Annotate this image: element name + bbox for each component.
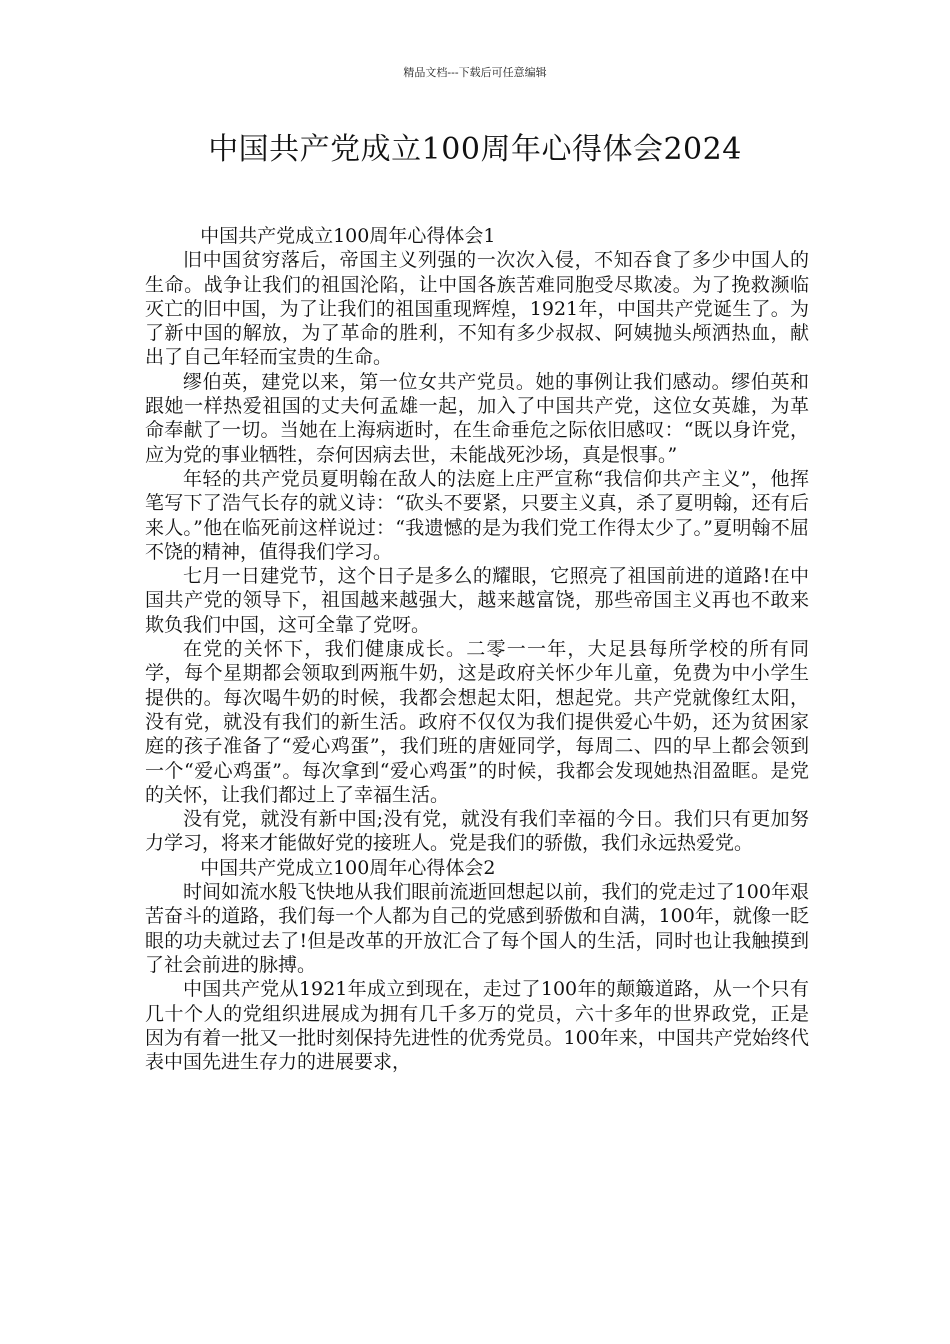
section-heading-1: 中国共产党成立100周年心得体会1 (200, 225, 496, 247)
paragraph: 中国共产党从1921年成立到现在，走过了100年的颠簸道路，从一个只有几十个人的党组织进展成为拥有几千多万的党员，六十多年的世界政党，正是因为有着一批又一批时刻保持先进性的优秀党员。100年来，中国共产党始终代表中国先进生存力的进展要求， (145, 978, 809, 1074)
header-note: 精品文档---下载后可任意编辑 (403, 66, 547, 79)
paragraph: 缪伯英，建党以来，第一位女共产党员。她的事例让我们感动。缪伯英和跟她一样热爱祖国的丈夫何孟雄一起，加入了中国共产党，这位女英雄，为革命奉献了一切。当她在上海病逝时，在生命垂危之际依旧感叹：“既以身许党，应为党的事业牺牲，奈何因病去世，未能战死沙场，真是恨事。” (145, 370, 809, 466)
paragraph: 年轻的共产党员夏明翰在敌人的法庭上庄严宣称“我信仰共产主义”，他挥笔写下了浩气长存的就义诗：“砍头不要紧，只要主义真，杀了夏明翰，还有后来人。”他在临死前这样说过：“我遗憾的是为我们党工作得太少了。”夏明翰不屈不饶的精神，值得我们学习。 (145, 467, 809, 563)
document-body (145, 224, 809, 1074)
section-heading-2: 中国共产党成立100周年心得体会2 (200, 856, 496, 879)
paragraph: 七月一日建党节，这个日子是多么的耀眼，它照亮了祖国前进的道路!在中国共产党的领导下，祖国越来越强大，越来越富饶，那些帝国主义再也不敢来欺负我们中国，这可全靠了党呀。 (145, 565, 809, 636)
paragraph: 在党的关怀下，我们健康成长。二零一一年，大足县每所学校的所有同学，每个星期都会领取到两瓶牛奶，这是政府关怀少年儿童，免费为中小学生提供的。每次喝牛奶的时候，我都会想起太阳，想起党。共产党就像红太阳，没有党，就没有我们的新生活。政府不仅仅为我们提供爱心牛奶，还为贫困家庭的孩子准备了“爱心鸡蛋”，我们班的唐娅同学，每周二、四的早上都会领到一个“爱心鸡蛋”。每次拿到“爱心鸡蛋”的时候，我都会发现她热泪盈眶。是党的关怀，让我们都过上了幸福生活。 (145, 638, 809, 806)
paragraph: 没有党，就没有新中国;没有党，就没有我们幸福的今日。我们只有更加努力学习，将来才能做好党的接班人。党是我们的骄傲，我们永远热爱党。 (145, 808, 809, 855)
paragraph: 旧中国贫穷落后，帝国主义列强的一次次入侵，不知吞食了多少中国人的生命。战争让我们的祖国沦陷，让中国各族苦难同胞受尽欺凌。为了挽救濒临灭亡的旧中国，为了让我们的祖国重现辉煌，1921年，中国共产党诞生了。为了新中国的解放，为了革命的胜利，不知有多少叔叔、阿姨抛头颅洒热血，献出了自己年轻而宝贵的生命。 (145, 249, 809, 369)
paragraph: 时间如流水般飞快地从我们眼前流逝回想起以前，我们的党走过了100年艰苦奋斗的道路，我们每一个人都为自己的党感到骄傲和自满，100年，就像一眨眼的功夫就过去了!但是改革的开放汇合了每个国人的生活，同时也让我触摸到了社会前进的脉搏。 (145, 881, 809, 976)
document-title: 中国共产党成立100周年心得体会2024 (208, 132, 742, 167)
